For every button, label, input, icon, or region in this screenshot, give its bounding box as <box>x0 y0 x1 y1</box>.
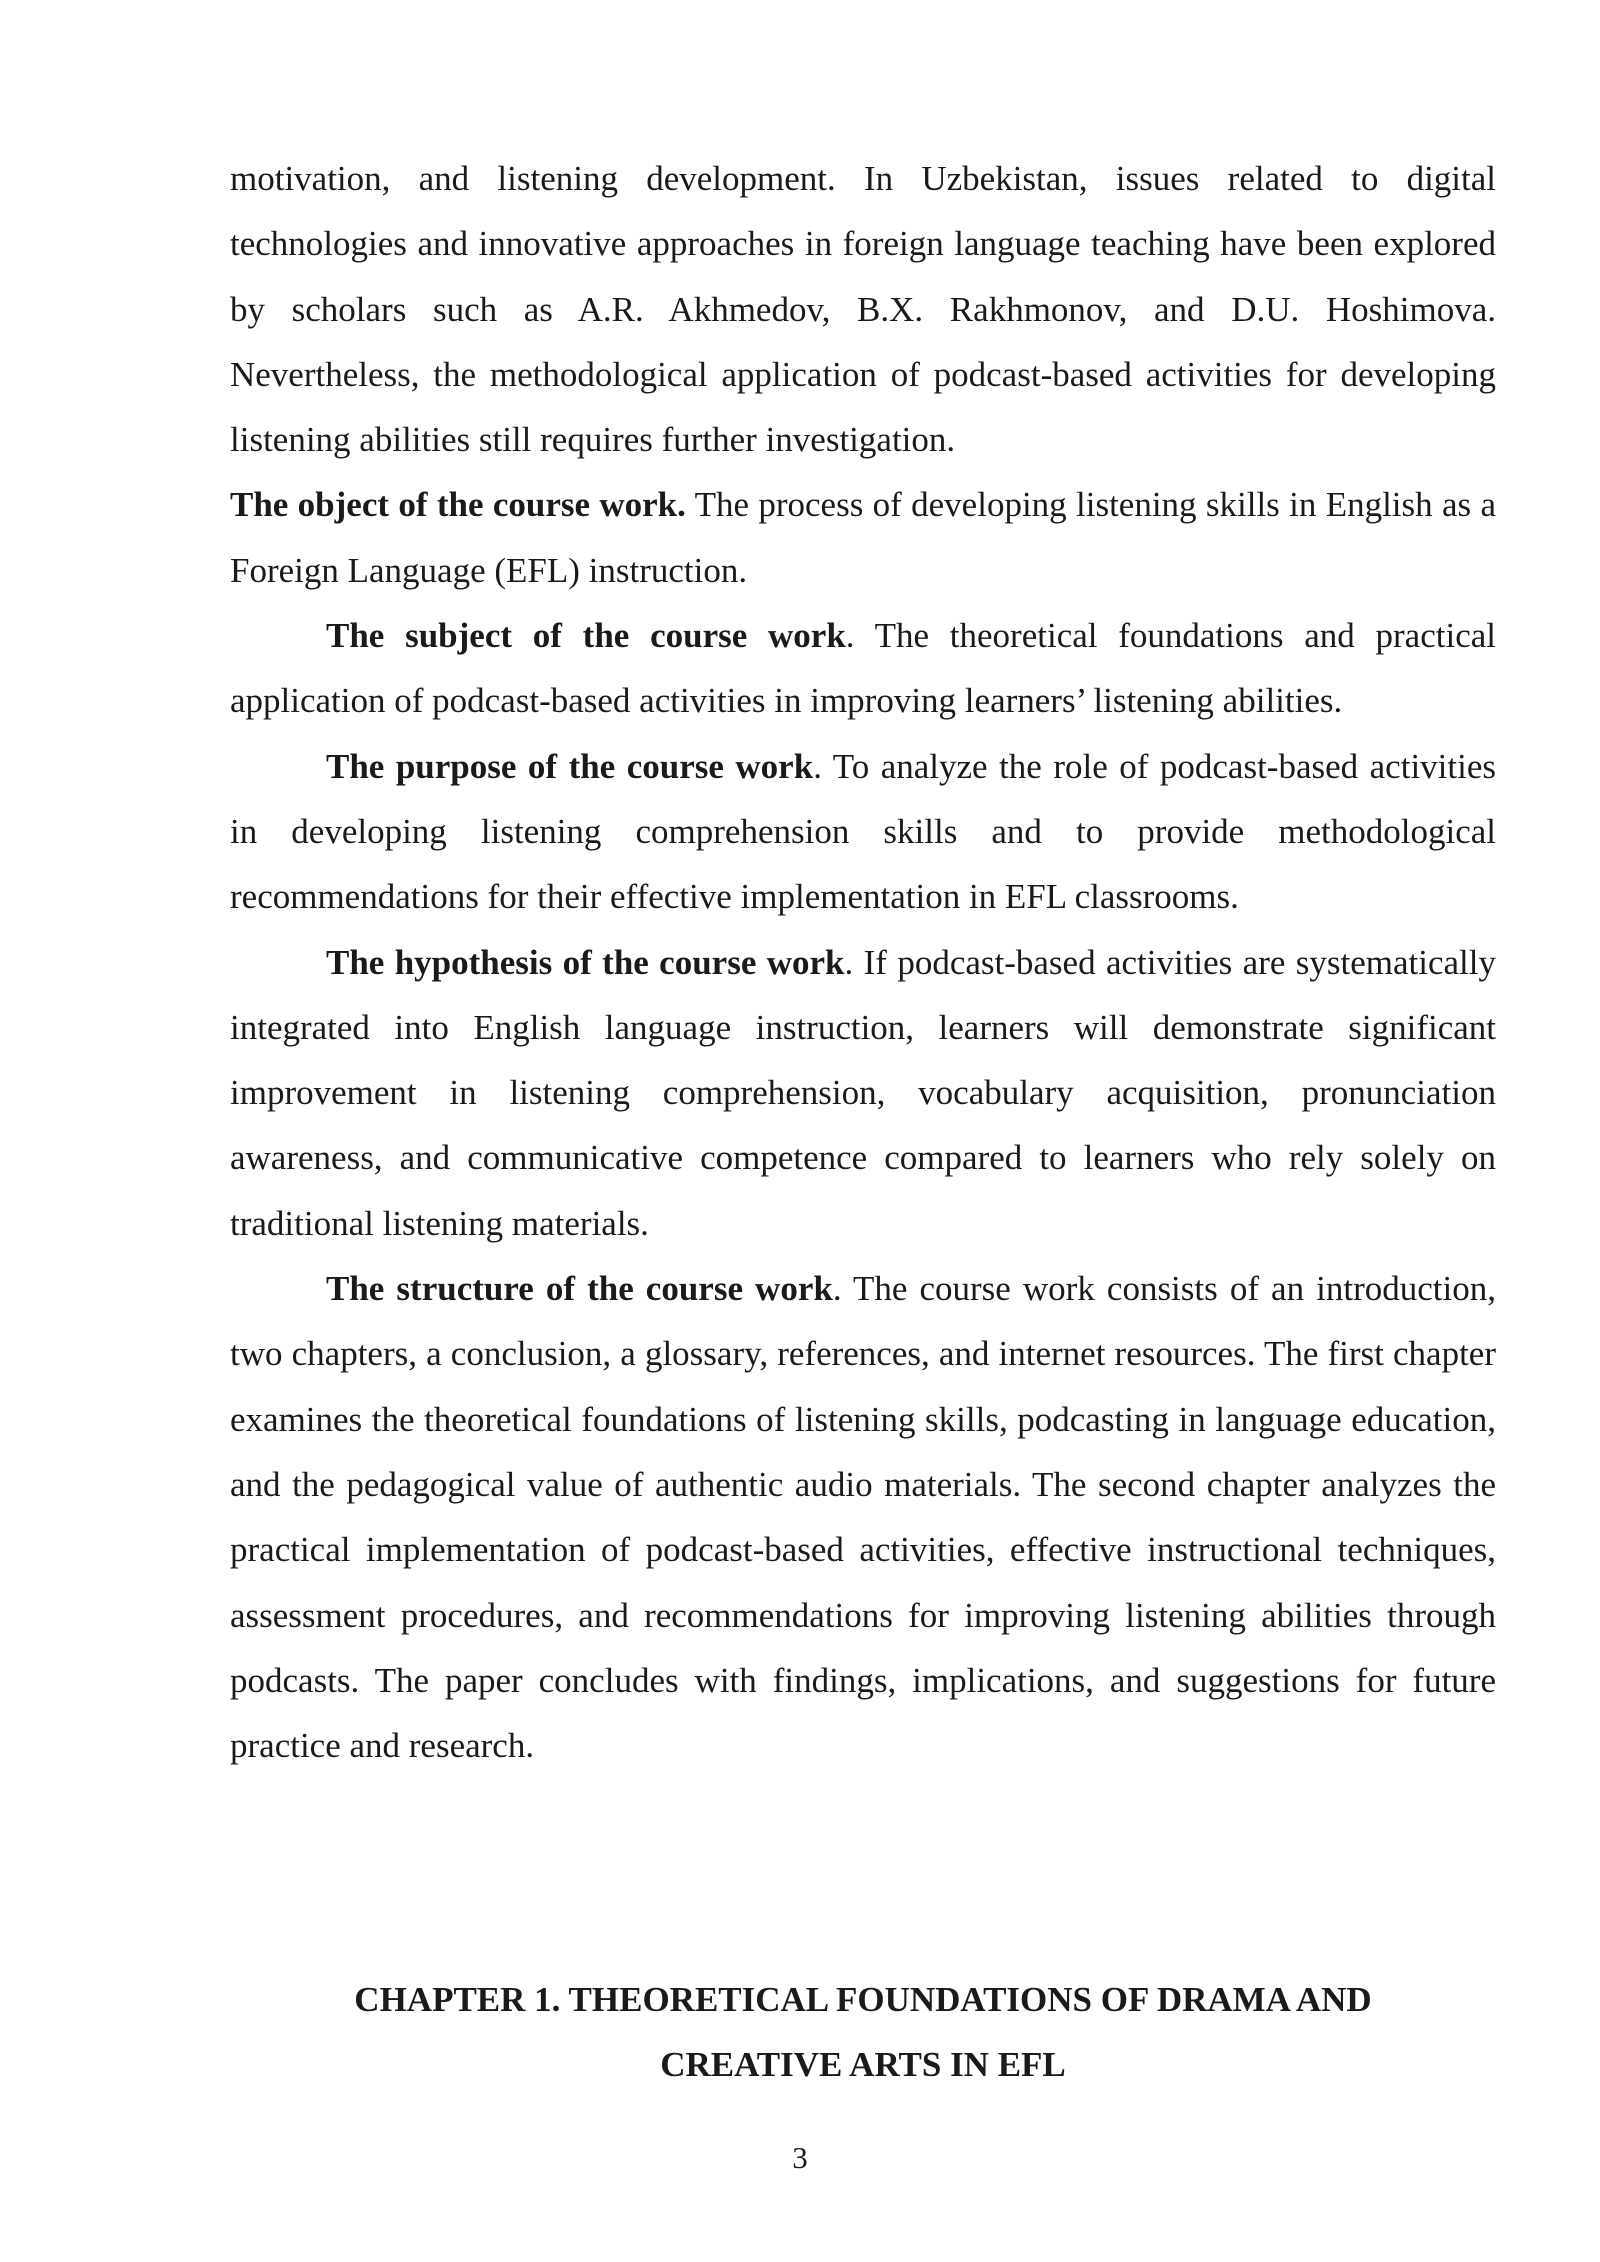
subject-label: The subject of the course work <box>326 616 846 656</box>
subject-paragraph <box>230 603 1496 734</box>
chapter-heading <box>230 1967 1496 2097</box>
structure-text: . The course work consists of an introduction, two chapters, a conclusion, a glossary, references, and internet resources. The first chapter examines the theoretical foundations of listening skills, podcasting in language education, and the pedagogical value of authentic audio materials. The second chapter analyzes the practical implementation of podcast-based activities, effective instructional techniques, assessment procedures, and recommendations for improving listening abilities through podcasts. The paper concludes with findings, implications, and suggestions for future practice and research. <box>230 1269 1496 1766</box>
hypothesis-label: The hypothesis of the course work <box>326 942 845 982</box>
intro-continuation-paragraph: motivation, and listening development. In Uzbekistan, issues related to digital technologies and innovative approaches in foreign language teaching have been explored by scholars such as A.R. Akhmedov, B.X. Rakhmonov, and D.U. Hoshimova. Nevertheless, the methodological application of podcast-based activities for developing listening abilities still requires further investigation. <box>230 159 1496 460</box>
object-label: The object of the course work. <box>230 485 686 525</box>
body-text <box>230 146 1496 1778</box>
object-text: The process of developing listening skills in English as a Foreign Language (EFL) instruction. <box>230 485 1497 590</box>
structure-paragraph <box>230 1256 1496 1778</box>
chapter-heading-line2: CREATIVE ARTS IN EFL <box>660 2045 1066 2084</box>
hypothesis-text: . If podcast-based activities are systematically integrated into English language instruction, learners will demonstrate significant improvement in listening comprehension, vocabulary acquisition, pronunciation awareness, and communicative competence compared to learners who rely solely on traditional listening materials. <box>230 942 1496 1243</box>
purpose-text: . To analyze the role of podcast-based activities in developing listening comprehension skills and to provide methodological recommendations for their effective implementation in EFL classrooms. <box>230 746 1496 917</box>
structure-label: The structure of the course work <box>326 1269 833 1309</box>
hypothesis-paragraph <box>230 930 1496 1256</box>
purpose-paragraph <box>230 734 1496 930</box>
purpose-label: The purpose of the course work <box>326 746 814 786</box>
chapter-heading-line1: CHAPTER 1. THEORETICAL FOUNDATIONS OF DRAMA AND <box>354 1980 1372 2019</box>
object-paragraph <box>230 472 1496 603</box>
page-number: 3 <box>792 2140 808 2175</box>
subject-text: . The theoretical foundations and practical application of podcast-based activities in improving learners’ listening abilities. <box>230 616 1496 721</box>
